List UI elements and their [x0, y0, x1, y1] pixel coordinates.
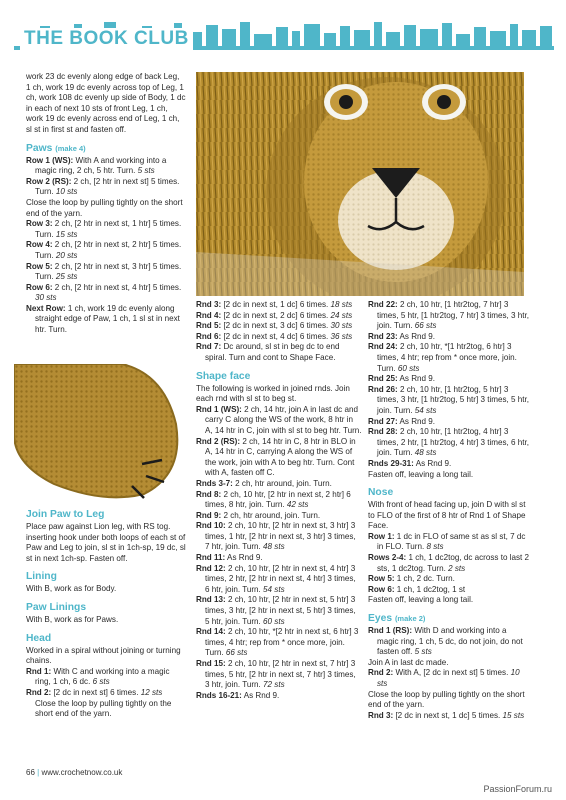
- instruction-note: Close the loop by pulling tightly on the short end of the yarn.: [35, 698, 172, 719]
- lining-heading: Lining: [26, 571, 57, 583]
- shape-face-heading: Shape face: [196, 370, 251, 382]
- instruction-row: Rnd 11: As Rnd 9.: [196, 553, 263, 563]
- instruction-row: Row 6: 1 ch, 1 dc2tog, 1 st: [368, 584, 466, 594]
- instruction-row: Rnd 9: 2 ch, htr around, join. Turn.: [196, 510, 321, 520]
- instruction-row: Rnd 4: [2 dc in next st, 2 dc] 6 times. 24 sts: [196, 310, 353, 320]
- instruction-row: Rnd 25: As Rnd 9.: [368, 374, 436, 384]
- column-2: [196, 300, 362, 701]
- instruction-row: Rnd 3: [2 dc in next st, 1 dc] 5 times. 15 sts: [368, 710, 525, 720]
- instruction-row: Row 3: 2 ch, [2 htr in next st, 1 htr] 5 times. Turn. 15 sts: [26, 219, 182, 239]
- instruction-row: Rnd 15: 2 ch, 10 htr, [2 htr in next st, 7 htr] 3 times, 5 htr, [2 htr in next st, 7 htr] 3 times, 3 htr, join. Turn. 72 sts: [196, 659, 356, 690]
- paw-illustration: [14, 364, 188, 502]
- instruction-row: Row 1 (WS): With A and working into a magic ring, 2 ch, 5 htr. Turn. 5 sts: [26, 155, 167, 176]
- instruction-row: Row 5: 2 ch, [2 htr in next st, 3 htr] 5 times. Turn. 25 sts: [26, 261, 182, 282]
- instruction-note: Join A in last dc made.: [368, 657, 449, 667]
- instruction-row: Rnd 24: 2 ch, 10 htr, *[1 htr2tog, 6 htr] 3 times, 4 htr; rep from * once more, join. Turn. 60 sts: [368, 342, 517, 373]
- instruction-row: Rnds 29-31: As Rnd 9.: [368, 458, 452, 468]
- page-number: 66: [26, 768, 35, 777]
- lion-head-photo: [196, 72, 524, 296]
- instruction-row: Row 5: 1 ch, 2 dc. Turn.: [368, 574, 455, 584]
- nose-intro: With front of head facing up, join D with sl st to FLO of the first of 8 htr of Rnd 1 of Shape Face.: [368, 500, 526, 531]
- instruction-row: Rnd 8: 2 ch, 10 htr, [2 htr in next st, 2 htr] 6 times, 8 htr, join. Turn. 42 sts: [196, 489, 351, 510]
- instruction-row: Rnd 14: 2 ch, 10 htr, *[2 htr in next st, 6 htr] 3 times, 4 htr; rep from * once more, join. Turn. 66 sts: [196, 627, 359, 658]
- instruction-row: Rnd 2: With A, [2 dc in next st] 5 times. 10 sts: [368, 668, 520, 688]
- instruction-row: Rnd 13: 2 ch, 10 htr, [2 htr in next st, 5 htr] 3 times, 3 htr, [2 htr in next st, 5 htr] 3 times, 5 htr, join. Turn. 60 sts: [196, 595, 356, 626]
- page-footer: [26, 768, 122, 777]
- instruction-note: Close the loop by pulling tightly on the short end of the yarn.: [26, 197, 183, 218]
- column-1: [26, 72, 186, 336]
- instruction-row: Rnd 22: 2 ch, 10 htr, [1 htr2tog, 7 htr] 3 times, 5 htr, [1 htr2tog, 7 htr] 3 times, 3 htr, join. Turn. 66 sts: [368, 300, 530, 331]
- instruction-row: Row 4: 2 ch, [2 htr in next st, 2 htr] 5 times. Turn. 20 sts: [26, 240, 182, 260]
- instruction-note: Close the loop by pulling tightly on the short end of the yarn.: [368, 689, 525, 710]
- paw-linings-heading: Paw Linings: [26, 601, 87, 613]
- column-3: [368, 300, 530, 721]
- instruction-row: Rnds 3-7: 2 ch, htr around, join. Turn.: [196, 478, 332, 488]
- instruction-row: Rnd 1 (WS): 2 ch, 14 htr, join A in last dc and carry C along the WS of the work, 8 htr in A, 14 htr in C, join with sl st to beg htr. Turn.: [196, 404, 362, 435]
- join-paw-heading: Join Paw to Leg: [26, 509, 105, 520]
- paw-photo: [14, 364, 188, 502]
- instruction-row: Rnd 27: As Rnd 9.: [368, 416, 436, 426]
- intro-text: work 23 dc evenly along edge of back Leg, 1 ch, work 19 dc evenly across top of Leg, 1 ch, work 108 dc evenly up side of Body, 1 dc in each of next 10 sts of front Leg, 1 ch, work 19 dc evenly across end of Leg, 1 ch, sl st in first st and fasten off.: [26, 72, 186, 134]
- lining-text: With B, work as for Body.: [26, 584, 117, 594]
- instruction-row: Rows 2-4: 1 ch, 1 dc2tog, dc across to last 2 sts, 1 dc2tog. Turn. 2 sts: [368, 553, 530, 573]
- shape-face-intro: The following is worked in joined rnds. Join each rnd with sl st to beg st.: [196, 383, 350, 404]
- instruction-row: Row 1: 1 dc in FLO of same st as sl st, 7 dc in FLO. Turn. 8 sts: [368, 531, 526, 552]
- instruction-row: Row 2 (RS): 2 ch, [2 htr in next st] 5 times. Turn. 10 sts: [26, 176, 180, 197]
- instruction-row: Rnd 7: Dc around, sl st in beg dc to end spiral. Turn and cont to Shape Face.: [196, 342, 340, 362]
- masthead: [14, 8, 554, 70]
- instruction-row: Rnd 2 (RS): 2 ch, 14 htr in C, 8 htr in BLO in A, 14 htr in C, carrying A along the WS of the work, join with A to beg htr. Turn. Cont with A, fasten off C.: [196, 436, 356, 478]
- instruction-row: Rnd 1 (RS): With D and working into a magic ring, 1 ch, 5 dc, do not join, do not fasten off. 5 sts: [368, 626, 523, 657]
- paw-linings-text: With B, work as for Paws.: [26, 614, 119, 624]
- footer-separator: |: [37, 768, 40, 777]
- watermark: PassionForum.ru: [483, 784, 552, 794]
- instruction-row: Rnd 6: [2 dc in next st, 4 dc] 6 times. 36 sts: [196, 331, 353, 341]
- head-intro: Worked in a spiral without joining or turning chains.: [26, 645, 181, 666]
- instruction-note: Fasten off, leaving a long tail.: [368, 469, 474, 479]
- instruction-row: Rnd 2: [2 dc in next st] 6 times. 12 sts: [26, 687, 163, 697]
- instruction-row: Rnd 23: As Rnd 9.: [368, 331, 436, 341]
- instruction-row: Rnd 10: 2 ch, 10 htr, [2 htr in next st, 3 htr] 3 times, 1 htr, [2 htr in next st, 3 htr] 3 times, 7 htr, join. Turn. 48 sts: [196, 521, 356, 552]
- instruction-row: Rnd 26: 2 ch, 10 htr, [1 htr2tog, 5 htr] 3 times, 3 htr, [1 htr2tog, 5 htr] 3 times, 5 htr, join. Turn. 54 sts: [368, 384, 530, 415]
- lion-illustration: [196, 72, 524, 296]
- section-title: THE BOOK CLUB: [20, 28, 193, 50]
- instruction-row: Rnds 16-21: As Rnd 9.: [196, 690, 280, 700]
- instruction-row: Row 6: 2 ch, [2 htr in next st, 4 htr] 5 times. 30 sts: [26, 282, 182, 303]
- instruction-row: Rnd 28: 2 ch, 10 htr, [1 htr2tog, 4 htr] 3 times, 2 htr, [1 htr2tog, 4 htr] 3 times, 6 htr, join. Turn. 48 sts: [368, 427, 530, 458]
- paws-instructions: [26, 156, 186, 336]
- instruction-row: Rnd 1: With C and working into a magic ring, 1 ch, 6 dc. 6 sts: [26, 666, 170, 687]
- column-1-lower: [26, 502, 186, 720]
- head-heading: Head: [26, 632, 52, 644]
- instruction-row: Next Row: 1 ch, work 19 dc evenly along straight edge of Paw, 1 ch, 1 sl st in next htr. Turn.: [26, 303, 180, 335]
- instruction-row: Rnd 5: [2 dc in next st, 3 dc] 6 times. 30 sts: [196, 321, 353, 331]
- instruction-note: Fasten off, leaving a long tail.: [368, 595, 474, 605]
- join-paw-text: Place paw against Lion leg, with RS tog. inserting hook under both loops of each st of Paw and Leg to join, sl st in 1ch-sp, 19 dc, sl st in next 1ch-sp. Fasten off.: [26, 522, 186, 563]
- nose-heading: Nose: [368, 487, 394, 499]
- paws-heading: Paws (make 4): [26, 142, 86, 154]
- eyes-heading: Eyes (make 2): [368, 613, 426, 625]
- instruction-row: Rnd 3: [2 dc in next st, 1 dc] 6 times. 18 sts: [196, 300, 353, 309]
- footer-url[interactable]: www.crochetnow.co.uk: [41, 768, 123, 777]
- instruction-row: Rnd 12: 2 ch, 10 htr, [2 htr in next st, 4 htr] 3 times, 2 htr, [2 htr in next st, 4 htr] 3 times, 6 htr, join. Turn. 54 sts: [196, 563, 356, 594]
